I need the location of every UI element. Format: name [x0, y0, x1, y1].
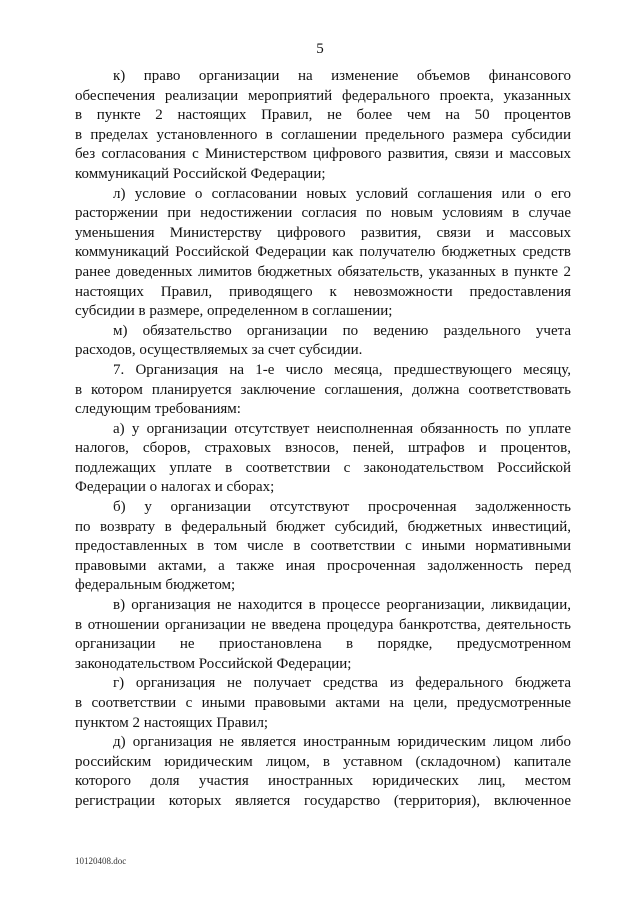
- paragraph: [75, 361, 571, 420]
- text-line: по возврату в федеральный бюджет субсидий, бюджетных инвестиций,: [75, 518, 571, 535]
- paragraph: [75, 185, 571, 322]
- text-line: в соответствии с иными правовыми актами на цели, предусмотренные: [75, 695, 571, 711]
- page-number: 5: [316, 41, 324, 57]
- text-line: настоящих Правил, приводящего к невозможности предоставления: [75, 283, 571, 300]
- text-line: субсидии в размере, определенном в соглашении;: [75, 303, 393, 320]
- text-line: налогов, сборов, страховых взносов, пеней, штрафов и процентов,: [75, 440, 571, 457]
- text-line: к) право организации на изменение объемов финансового: [113, 68, 571, 84]
- text-line: в котором планируется заключение соглашения, должна соответствовать: [75, 381, 571, 398]
- text-line: в) организация не находится в процессе реорганизации, ликвидации,: [113, 597, 571, 614]
- text-line: обеспечения реализации мероприятий федерального проекта, указанных: [75, 87, 571, 104]
- text-line: в отношении организации не введена процедура банкротства, деятельность: [75, 616, 571, 633]
- text-line: которого доля участия иностранных юридических лиц, местом: [75, 773, 571, 790]
- text-line: в пункте 2 настоящих Правил, не более чем на 50 процентов: [75, 107, 571, 124]
- paragraph: [75, 498, 571, 596]
- text-line: ранее доведенных лимитов бюджетных обязательств, указанных в пункте 2: [75, 263, 571, 280]
- text-line: в пределах установленного в соглашении предельного размера субсидии: [75, 126, 571, 143]
- text-line: г) организация не получает средства из федерального бюджета: [113, 675, 571, 692]
- text-line: следующим требованиям:: [75, 401, 241, 418]
- text-line: федеральным бюджетом;: [75, 577, 236, 594]
- text-line: без согласования с Министерством цифрового развития, связи и массовых: [75, 146, 571, 163]
- text-line: предоставленных в том числе в соответствии с иными нормативными: [75, 538, 571, 555]
- text-line: а) у организации отсутствует неисполненная обязанность по уплате: [113, 420, 571, 437]
- paragraph: [75, 674, 571, 733]
- footer-document-code: 10120408.doc: [75, 856, 127, 866]
- paragraph: [75, 596, 571, 674]
- paragraph: [75, 67, 571, 185]
- text-line: регистрации которых является государство (территория), включенное: [75, 792, 571, 809]
- text-line: организации не приостановлена в порядке, предусмотренном: [75, 636, 571, 653]
- paragraph: [75, 733, 571, 811]
- text-line: б) у организации отсутствуют просроченная задолженность: [113, 499, 571, 516]
- text-line: л) условие о согласовании новых условий соглашения или о его: [113, 185, 571, 202]
- paragraph: [75, 322, 571, 361]
- text-line: м) обязательство организации по ведению раздельного учета: [113, 322, 571, 339]
- text-line: коммуникаций Российской Федерации;: [75, 165, 326, 182]
- text-line: правовыми актами, а также иная просроченная задолженность перед: [75, 557, 571, 574]
- text-line: законодательством Российской Федерации;: [75, 655, 352, 672]
- text-line: уменьшения Министерству цифрового развития, связи и массовых: [75, 224, 571, 241]
- text-line: российским юридическим лицом, в уставном (складочном) капитале: [75, 753, 571, 770]
- text-line: Федерации о налогах и сборах;: [75, 479, 275, 496]
- text-line: 7. Организация на 1-е число месяца, предшествующего месяцу,: [113, 361, 571, 378]
- text-line: подлежащих уплате в соответствии с законодательством Российской: [75, 459, 571, 476]
- document-body: [75, 67, 571, 812]
- text-line: коммуникаций Российской Федерации как получателю бюджетных средств: [75, 244, 571, 261]
- paragraph: [75, 420, 571, 498]
- text-line: д) организация не является иностранным юридическим лицом либо: [113, 734, 571, 751]
- text-line: расходов, осуществляемых за счет субсидии.: [75, 342, 363, 359]
- text-line: расторжении при недостижении согласия по новым условиям в случае: [75, 205, 571, 222]
- text-line: пунктом 2 настоящих Правил;: [75, 714, 269, 731]
